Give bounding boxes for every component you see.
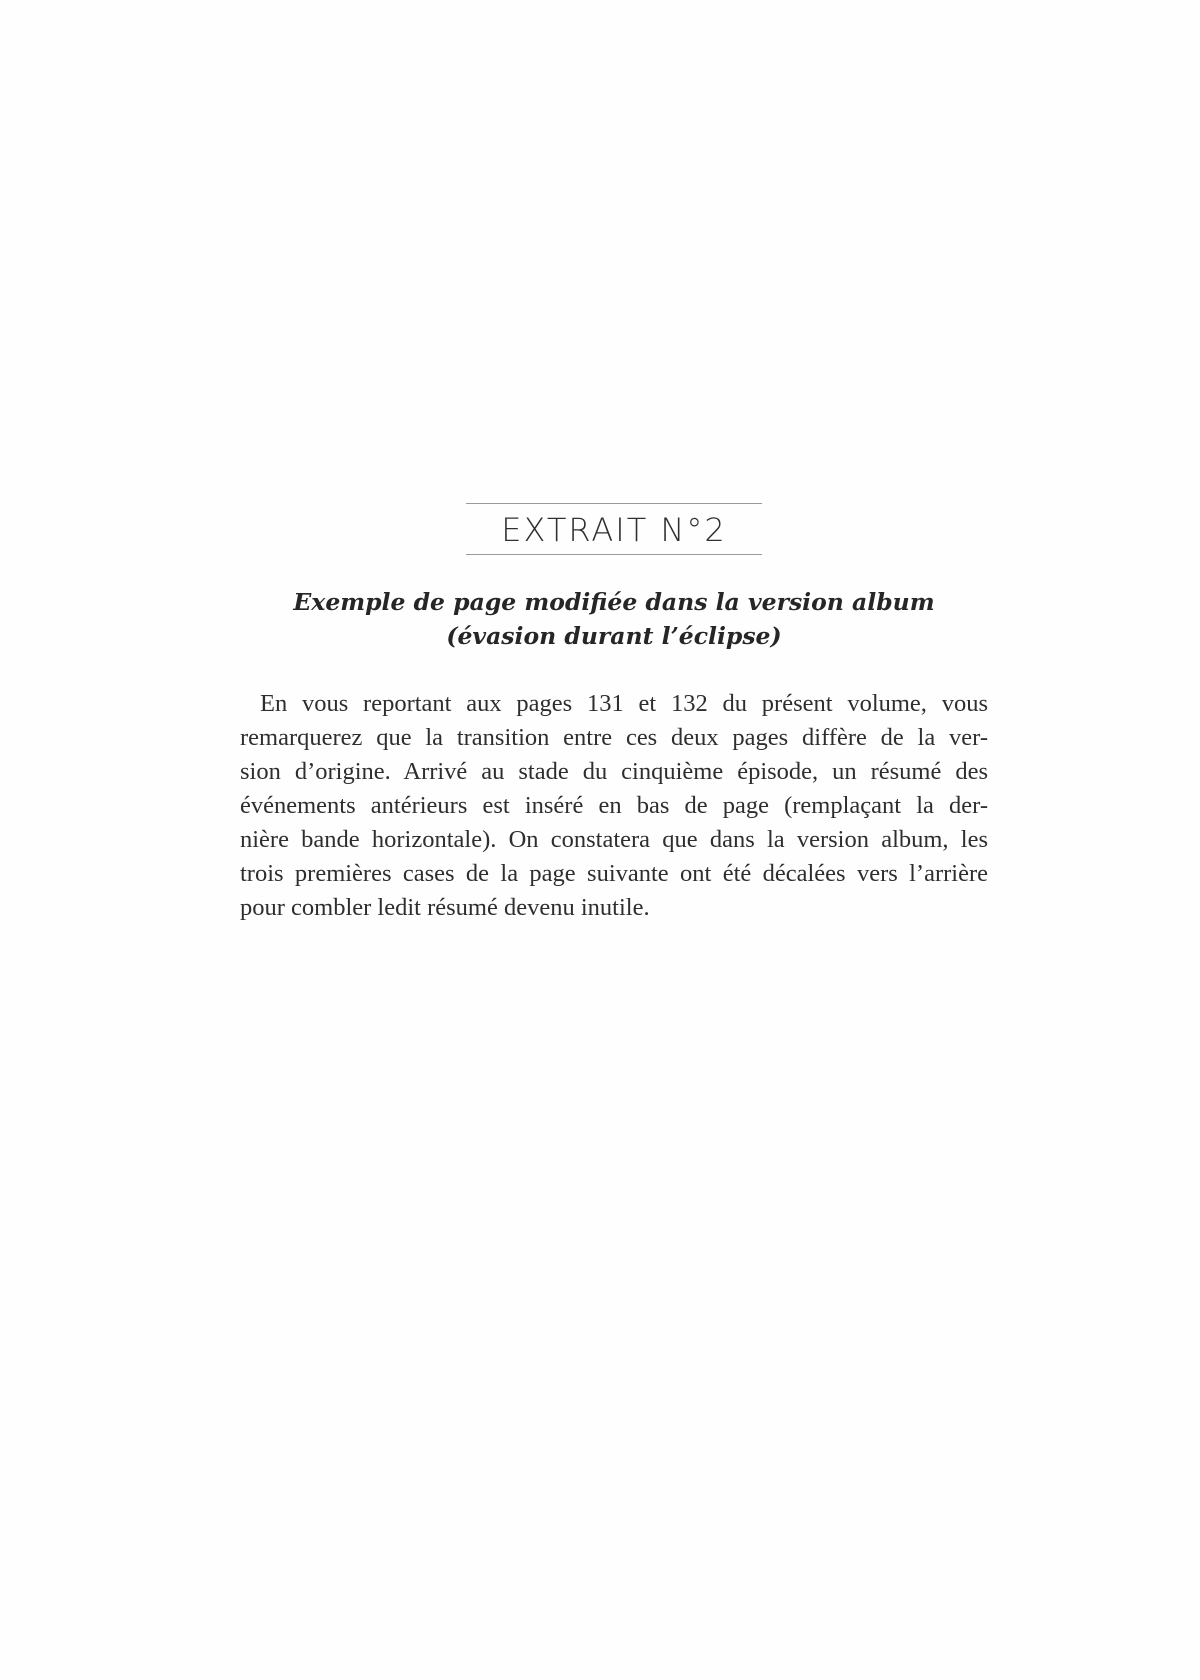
paragraph-line: pour combler ledit résumé devenu inutile. [240, 894, 650, 921]
heading-bottom-rule [466, 554, 762, 555]
paragraph-line: nière bande horizontale). On constatera que dans la version album, les [240, 826, 988, 853]
section-subtitle [240, 585, 988, 653]
body-paragraph [240, 687, 988, 925]
paragraph-line: sion d’origine. Arrivé au stade du cinquième épisode, un résumé des [240, 758, 988, 785]
subtitle-line: (évasion durant l’éclipse) [446, 622, 782, 650]
paragraph-line: événements antérieurs est inséré en bas de page (remplaçant la der- [240, 792, 988, 819]
section-heading-block [466, 503, 762, 555]
subtitle-line: Exemple de page modifiée dans la version album [293, 588, 935, 616]
heading-top-rule [466, 503, 762, 504]
section-heading: EXTRAIT N°2 [501, 511, 727, 549]
paragraph-line: trois premières cases de la page suivante ont été décalées vers l’arrière [240, 860, 988, 887]
paragraph-line: remarquerez que la transition entre ces deux pages diffère de la ver- [240, 724, 988, 751]
paragraph-line: En vous reportant aux pages 131 et 132 du présent volume, vous [260, 690, 988, 717]
